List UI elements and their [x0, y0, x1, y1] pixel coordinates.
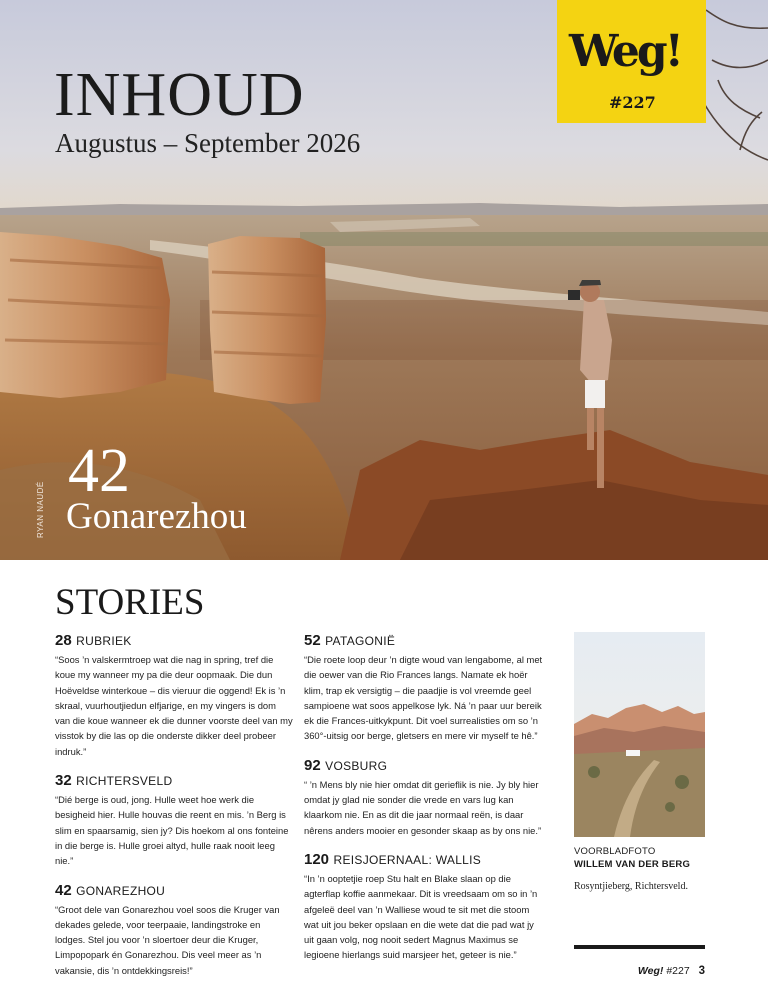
story-page-number: 42 — [55, 881, 72, 899]
logo-issue-number: #227 — [609, 93, 656, 112]
cover-caption: Rosyntjieberg, Richtersveld. — [574, 881, 688, 892]
story-page-number: 32 — [55, 772, 72, 790]
story-item[interactable] — [304, 852, 544, 963]
story-item[interactable] — [55, 633, 293, 759]
story-item[interactable] — [304, 633, 544, 744]
story-item[interactable] — [55, 773, 293, 868]
photo-credit: RYAN NAUDÉ — [36, 481, 45, 538]
story-excerpt: “Soos ’n valskermtroep wat die nag in spring, tref die koue my wanneer my pa die deur oopmaak. Die dun Hoëveldse winterkoue – dis vieruur die oggend! Ek is ’n skraal, vuurhoutjiedun elfjarige, en my vingers is dom van die koue wanneer ek die dunner voorste deel van my visstok by die las op die onderste dikker deel probeer indruk.” — [55, 654, 293, 757]
story-page-number: 120 — [304, 850, 330, 868]
story-page-number: 52 — [304, 632, 321, 649]
issue-date: Augustus – September 2026 — [55, 128, 361, 158]
divider — [574, 945, 705, 949]
story-title: PATAGONIË — [325, 634, 396, 648]
story-title: GONAREZHOU — [76, 883, 166, 898]
stories-heading: STORIES — [55, 582, 205, 623]
footer-brand: Weg! — [637, 965, 664, 977]
story-excerpt: “ ’n Mens bly nie hier omdat dit gerieflik is nie. Jy bly hier omdat jy glad nie sonder die vrede en vars lug kan klaarkom nie. En as dit die jaar normaal reën, is daar nêrens anders mooier en gesonder skaap as by ons nie.” — [304, 778, 542, 836]
story-excerpt: “Groot dele van Gonarezhou voel soos die Kruger van dekades gelede, voor teerpaaie, landingstroke en lodges. Stel jou voor ’n sloertoer deur die Kruger, Limpopopark én Gonarezhou. Dis veel meer as ’n vakansie, dis ’n ontdekkingsreis!” — [55, 903, 280, 976]
story-page-number: 28 — [55, 632, 72, 649]
cover-photo-label: VOORBLADFOTO — [574, 846, 656, 857]
story-item[interactable] — [55, 883, 293, 978]
page-title: INHOUD — [54, 61, 305, 129]
logo-wordmark: Weg! — [569, 26, 681, 77]
page-number: 3 — [698, 965, 705, 977]
cover-photographer: WILLEM VAN DER BERG — [574, 859, 691, 870]
story-item[interactable] — [304, 758, 544, 838]
stories-column-right — [304, 633, 544, 977]
story-title: RUBRIEK — [76, 634, 132, 648]
feature-page-number: 42 — [68, 437, 130, 505]
story-excerpt: “In ’n ooptetjie roep Stu halt en Blake slaan op die agterflap koffie aanmekaar. Dit is vreedsaam om so in ’n afgeleë deel van ’n Walliese woud te sit met die stoom wat uit jou beker opslaan en die wete dat die pad wat jy uit gaan volg, nog nooit sedert Magnus Maximus se legioene hierlangs suid marsjeer het, geteer is nie.” — [304, 872, 538, 961]
story-excerpt: “Die roete loop deur ’n digte woud van lengabome, al met die oewer van die Rio Frances langs. Namate ek hoër klim, trap ek versigtig – die paadjie is vol vreemde geel sampioene wat soos appelkose lyk. Ná ’n paar uur bereik ek die Frances-uitkykpunt. Dit voel surrealisties om so ’n 360°-uitsig oor berge, gletsers en mere vir myself te hê.” — [304, 654, 543, 742]
story-page-number: 92 — [304, 756, 321, 774]
footer-issue: #227 — [666, 965, 690, 977]
weg-logo — [557, 0, 706, 123]
story-title: RICHTERSVELD — [76, 774, 173, 789]
story-title: REISJOERNAAL: WALLIS — [333, 852, 482, 867]
feature-title: Gonarezhou — [66, 496, 247, 537]
stories-column-left — [55, 633, 293, 992]
story-title: VOSBURG — [325, 758, 388, 773]
cover-photo — [574, 632, 705, 837]
story-excerpt: “Dié berge is oud, jong. Hulle weet hoe werk die besigheid hier. Hulle houvas die reent en mis. ’n Berg is slim en spaarsamig, sien jy? Dis hoekom al ons fonteine in die berge is. Hulle groei altyd, hulle raak nooit leeg nie.” — [55, 794, 289, 867]
page-footer — [638, 966, 705, 978]
cover-landscape-image — [574, 632, 705, 837]
